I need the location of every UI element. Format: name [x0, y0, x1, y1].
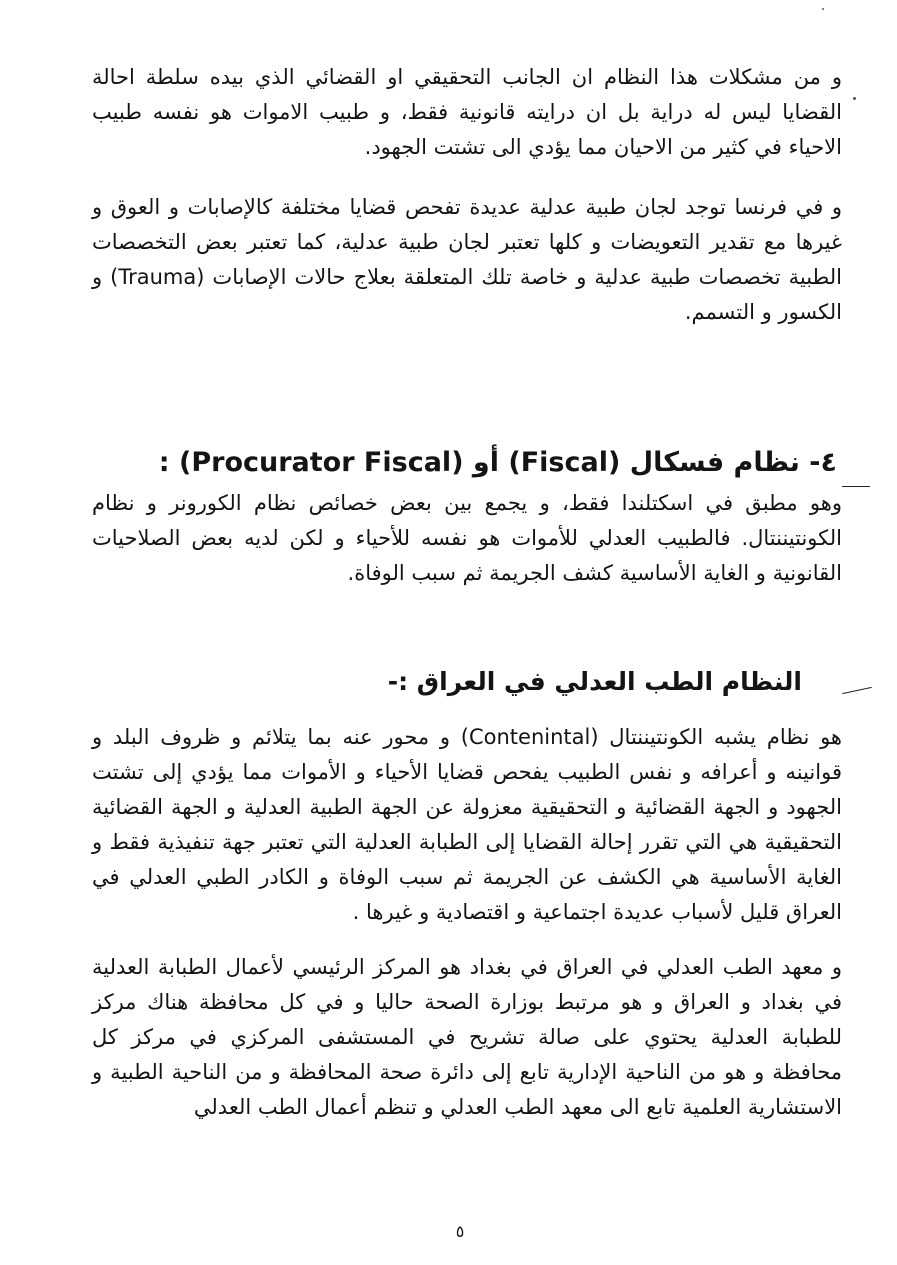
heading-iraq-system: النظام الطب العدلي في العراق :- — [387, 667, 802, 696]
heading-procurator-fiscal: ٤- نظام فسكال (Fiscal) أو (Procurator Fiscal) : — [158, 447, 837, 478]
paragraph-problems-of-system: و من مشكلات هذا النظام ان الجانب التحقيقي او القضائي الذي بيده سلطة احالة القضايا ليس له دراية بل ان درايته قانونية فقط، و طبيب الاموات هو نفسه طبيب الاحياء في كثير من الاحيان مما يؤدي الى تشتت الجهود. — [92, 65, 842, 159]
scan-speck — [853, 97, 856, 100]
paragraph-baghdad-institute: و معهد الطب العدلي في العراق في بغداد هو المركز الرئيسي لأعمال الطبابة العدلية في بغداد و العراق و هو مرتبط بوزارة الصحة حاليا و في كل محافظة هناك مركز للطبابة العدلية يحتوي على صالة تشريح في المستشفى المركزي في مركز كل محافظة و هو من الناحية الإدارية تابع إلى دائرة صحة المحافظة و من الناحية الطبية و الاستشارية العلمية تابع الى معهد الطب العدلي و تنظم أعمال الطب العدلي — [92, 955, 842, 1119]
paragraph-iraq-description: هو نظام يشبه الكونتيننتال (Contenintal) و محور عنه بما يتلائم و ظروف البلد و قوانينه و أعرافه و نفس الطبيب يفحص قضايا الأحياء و الأموات مما يؤدي إلى تشتت الجهود و الجهة القضائية و التحقيقية معزولة عن الجهة الطبية العدلية و الجهة القضائية التحقيقية هي التي تقرر إحالة القضايا إلى الطبابة العدلية التي تعتبر جهة تنفيذية فقط و الغاية الأساسية هي الكشف عن الجريمة ثم سبب الوفاة و الكادر الطبي العدلي في العراق قليل لأسباب عديدة اجتماعية و اقتصادية و غيرها . — [92, 725, 842, 924]
paragraph-france-committees: و في فرنسا توجد لجان طبية عدلية عديدة تفحص قضايا مختلفة كالإصابات و العوق و غيرها مع تقدير التعويضات و كلها تعتبر لجان طبية عدلية، كما تعتبر بعض التخصصات الطبية تخصصات طبية عدلية و خاصة تلك المتعلقة بعلاج حالات الإصابات (Trauma) و الكسور و التسمم. — [92, 195, 842, 324]
page-number: ٥ — [455, 1222, 465, 1241]
paragraph-scotland-system: وهو مطبق في اسكتلندا فقط، و يجمع بين بعض خصائص نظام الكورونر و نظام الكونتيننتال. فالطبيب العدلي للأموات هو نفسه للأحياء و لكن لديه بعض الصلاحيات القانونية و الغاية الأساسية كشف الجريمة ثم سبب الوفاة. — [92, 491, 842, 585]
margin-pen-mark — [842, 687, 872, 694]
scan-speck — [822, 8, 824, 10]
margin-pen-mark — [842, 486, 870, 487]
